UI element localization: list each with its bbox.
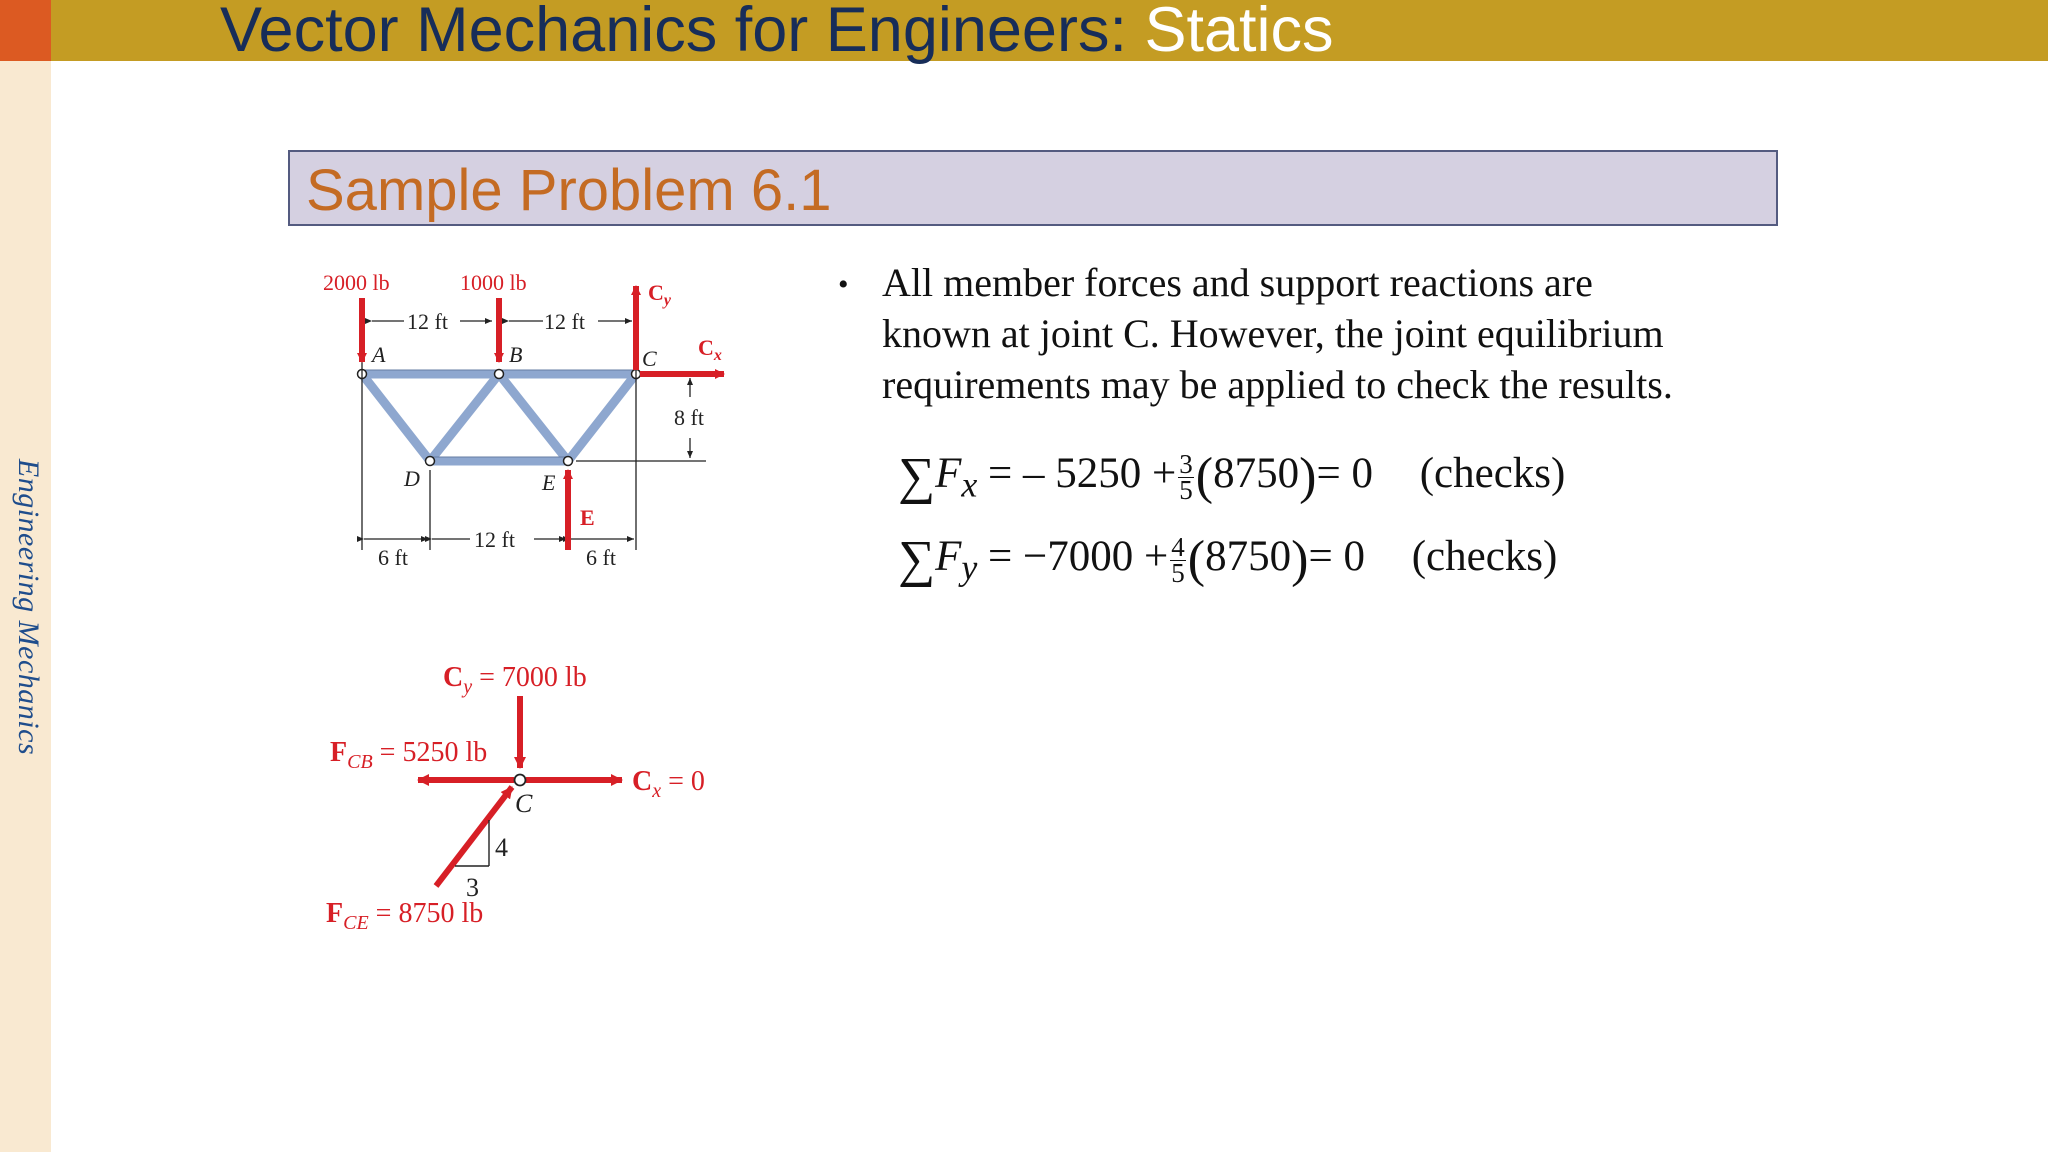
- checks-note: (checks): [1411, 533, 1558, 580]
- side-label: [10, 432, 46, 782]
- fbd-cy-label: $C_y = 7000$ lb: [443, 662, 587, 698]
- load-b-label: 1000 lb: [460, 270, 527, 295]
- member-bd: [430, 374, 499, 461]
- joint-a-label: A: [372, 342, 386, 367]
- fbd-joint-pin: [515, 775, 526, 786]
- fbd-slope-run: 3: [466, 873, 479, 902]
- joint-c-label: C: [642, 346, 657, 371]
- fbd-slope-rise: 4: [495, 833, 508, 862]
- joint-c-free-body-diagram: [300, 640, 740, 950]
- bullet-line: All member forces and support reactions are: [882, 260, 1593, 305]
- dim-ad: 6 ft: [378, 545, 408, 570]
- load-a-label: 2000 lb: [323, 270, 390, 295]
- problem-title: Sample Problem 6.1: [306, 158, 832, 223]
- truss-members: [362, 374, 636, 461]
- corner-accent: [0, 0, 51, 61]
- joint-e-label: E: [542, 470, 556, 495]
- fbd-cx-label: $C_x = 0$: [632, 766, 705, 802]
- header-title: [220, 0, 1334, 68]
- reaction-cy-label: $C_y$: [648, 280, 671, 309]
- joint-d-label: D: [404, 466, 420, 491]
- fraction: $\frac{4}{5}$: [1171, 531, 1185, 588]
- member-ad: [362, 374, 430, 461]
- reaction-e-label: E: [580, 505, 595, 530]
- side-label-text: Engineering Mechanics: [12, 458, 45, 756]
- checks-note: (checks): [1419, 450, 1566, 497]
- header-title-accent: Statics: [1144, 0, 1334, 65]
- truss-diagram: [300, 240, 780, 580]
- reaction-cx-label: $C_x$: [698, 335, 722, 364]
- joint-b-label: B: [509, 342, 523, 367]
- joint-b-pin: [495, 370, 504, 379]
- bullet-line: requirements may be applied to check the results.: [882, 362, 1673, 407]
- equation-sum-fy: $\sum F_y = -7000$ + $\frac{4}{5}$ (8750)= 0 (checks): [898, 531, 1558, 589]
- header-title-main: Vector Mechanics for Engineers:: [220, 0, 1145, 65]
- fraction: $\frac{3}{5}$: [1179, 448, 1193, 505]
- dim-ab: 12 ft: [407, 309, 448, 334]
- fbd-fce-label: $F_{CE} = 8750$ lb: [326, 898, 484, 934]
- member-ce: [568, 374, 636, 461]
- equation-sum-fx: $\sum F_x$ = – 5250 + $\frac{3}{5}$ (8750)= 0 (checks): [898, 448, 1566, 506]
- dim-ec: 6 ft: [586, 545, 616, 570]
- fbd-joint-label: C: [515, 789, 533, 818]
- joint-e-pin: [564, 457, 573, 466]
- bullet-line: known at joint C. However, the joint equilibrium: [882, 311, 1664, 356]
- problem-title-box: [288, 150, 1778, 226]
- dim-de: 12 ft: [474, 527, 515, 552]
- bullet-text: [882, 257, 1802, 410]
- dim-bc: 12 ft: [544, 309, 585, 334]
- dim-height: 8 ft: [674, 405, 704, 430]
- member-be: [499, 374, 568, 461]
- bullet-dot: •: [838, 268, 849, 301]
- fbd-fcb-label: $F_{CB} = 5250$ lb: [330, 737, 488, 773]
- joint-d-pin: [426, 457, 435, 466]
